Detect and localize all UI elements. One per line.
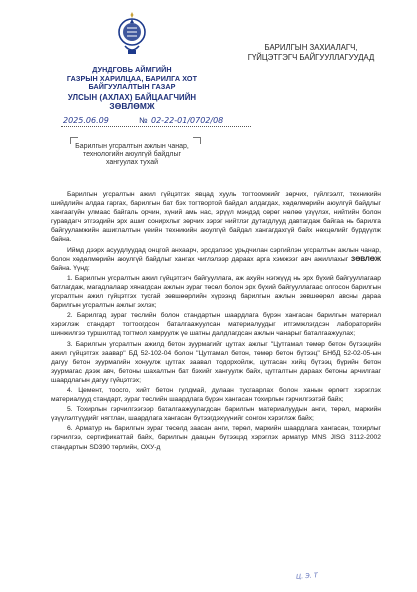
document-number-row: [59, 116, 259, 128]
body-paragraph-1: Барилгын угсралтын ажил гүйцэтгэх явцад хууль тогтоомжийг зөрчих, гүйлгээлт, техникийн шийдлийн алдаа гаргах, барилгын бат бэх тогтвортой байдал алдагдах, хөдөлмөрийн аюулгүй байдлыг хангаагүйн улмаас байгаль орчин, хүний амь нас, эрүүл мэндэд сөрөг нөлөө үзүүлэх, нийтийн болон гуравдагч этгээдийн эрх ашиг сонирхлыг зөрчих зэрэг нийтлэг дутагдлууд давтагдаж байгаа нь барилга байгууламжийн ашиглалтын үеийн техникийн аюулгүй байдал хангагдахгүй байх нөхцөлийг бүрдүүлж байна.: [51, 191, 381, 244]
recipient-line-2: ГҮЙЦЭТГЭГЧ БАЙГУУЛЛАГУУДАД: [247, 53, 375, 62]
p2-end: байна. Үүнд:: [51, 264, 90, 272]
body-paragraph-2: [51, 246, 381, 273]
document-body: [51, 190, 381, 453]
list-item-4: 4. Цемент, тоосго, хийт бетон гулдмай, дулаан тусгаарлах болон ханын өрлөгт хэрэглэх материалууд стандарт, зураг төслийн шаардлага бүрэн хангасан тохирлын гэрчилгээтэй байх;: [51, 386, 381, 404]
subject-line-2: технологийн аюулгүй байдлыг: [82, 151, 182, 159]
org-line-3: БАЙГУУЛАЛТЫН ГАЗАР: [88, 82, 176, 92]
office-line-2: ЗӨВЛӨМЖ: [109, 101, 155, 112]
signature-stamp: Ц. Э. Т: [295, 571, 319, 581]
org-line-2: ГАЗРЫН ХАРИЛЦАА, БАРИЛГА ХОТ: [66, 73, 198, 83]
list-item-2: 2. Барилгад зураг төслийн болон стандартын шаардлага бүрэн хангасан барилгын материал хэрэглэж стандарт тогтоогдсон баталгаажуулсан материалуудыг итгэмжлэгдсэн лабораторийн шинжилгээ туршилтад тогтмол хамруулж үе шатны далдлагдсан ажлын чанарыг баталгаажуулах;: [51, 312, 381, 338]
list-item-3: 3. Барилгын угсралтын ажилд бетон зуурмагийг цутгах ажлыг "Цутгамал төмөр бетон бүтээцийн ажил гүйцэтгэх заавар" БД 52-102-04 болон "Цутгамал бетон, төмөр бетон бүтээц" БНбД 52-02-05-ын дагуу бетон зуурмагийн хонуулж цутгах заавал тодорхойлж, цутгасан хийц бүтээц бүрийн бетон зуурмагас дээж авч, бетоны шахалтын бат бэхийг хангуулж байх, цутгалтын дараах бетоны арчилгааг шаардлагын дагуу гүйцэтгэх;: [51, 340, 381, 384]
office-line-1: УЛСЫН (АХЛАХ) БАЙЦААГЧИЙН: [67, 92, 197, 102]
state-emblem-icon: [117, 10, 147, 60]
list-item-1: 1. Барилгын угсралтын ажил гүйцэтгэгч байгууллага, аж ахуйн нэгжүүд нь эрх бүхий байгууллагаар батлагдаж, магадлалаар хянагдсан ажлын зураг төсөл болон эрх бүхий байгууллагаас олгосон барилгын угсралтын ажил гүйцэтгэх тусгай зөвшөөрлийн хүрээнд барилгын ажлын зөвшөөрөл авсны дараа барилгын угсралтын ажлыг эхлэх;: [51, 274, 381, 310]
p2-advice-word: ЗӨВЛӨЖ: [351, 255, 381, 263]
subject-block: [72, 143, 192, 168]
org-line-1: ДУНДГОВЬ АЙМГИЙН: [92, 65, 172, 74]
number-underline: [61, 126, 251, 127]
subject-corner-right: [193, 137, 201, 144]
subject-line-1: Барилгын угсралтын ажлын чанар,: [75, 143, 189, 150]
recipient-line-1: БАРИЛГЫН ЗАХИАЛАГЧ,: [264, 43, 358, 52]
subject-line-3: хангуулах тухай: [105, 159, 158, 167]
issuing-organization: [52, 66, 212, 111]
document-number: 02-22-01/0702/08: [151, 116, 224, 125]
list-item-5: 5. Тохирлын гэрчилгээгээр баталгаажуулагдсан барилгын материалуудын анги, төрөл, маркийн үзүүлэлтүүдийг нягтлан, шаардлага хангасан бүтээгдэхүүнийг сонгон хэрэглэж байх;: [51, 406, 381, 423]
recipient-block: [236, 43, 386, 63]
number-label: №: [139, 116, 148, 125]
p2-start: Иймд дээрх асуудлуудад онцгой анхаарч, эрсдэлээс урьдчилан сэргийлэн угсралтын ажлын чанар, болон хөдөлмөрийн аюулгүй байдлыг хангах чиглэлээр дараах арга хэмжээг авч ажиллахыг: [51, 246, 381, 263]
list-item-6: 6. Арматур нь барилгын зураг төсөлд заасан анги, төрөл, маркийн шаардлага хангасан, тохирлыг гэрчилгээ, сертификаттай байх, барилгын даацын бүтээцэд хэрэглэх арматур MNS JISG 3112-2002 стандартын SD390 төрлийн, ОХУ-д: [51, 425, 381, 451]
document-date: 2025.06.09: [63, 116, 109, 125]
